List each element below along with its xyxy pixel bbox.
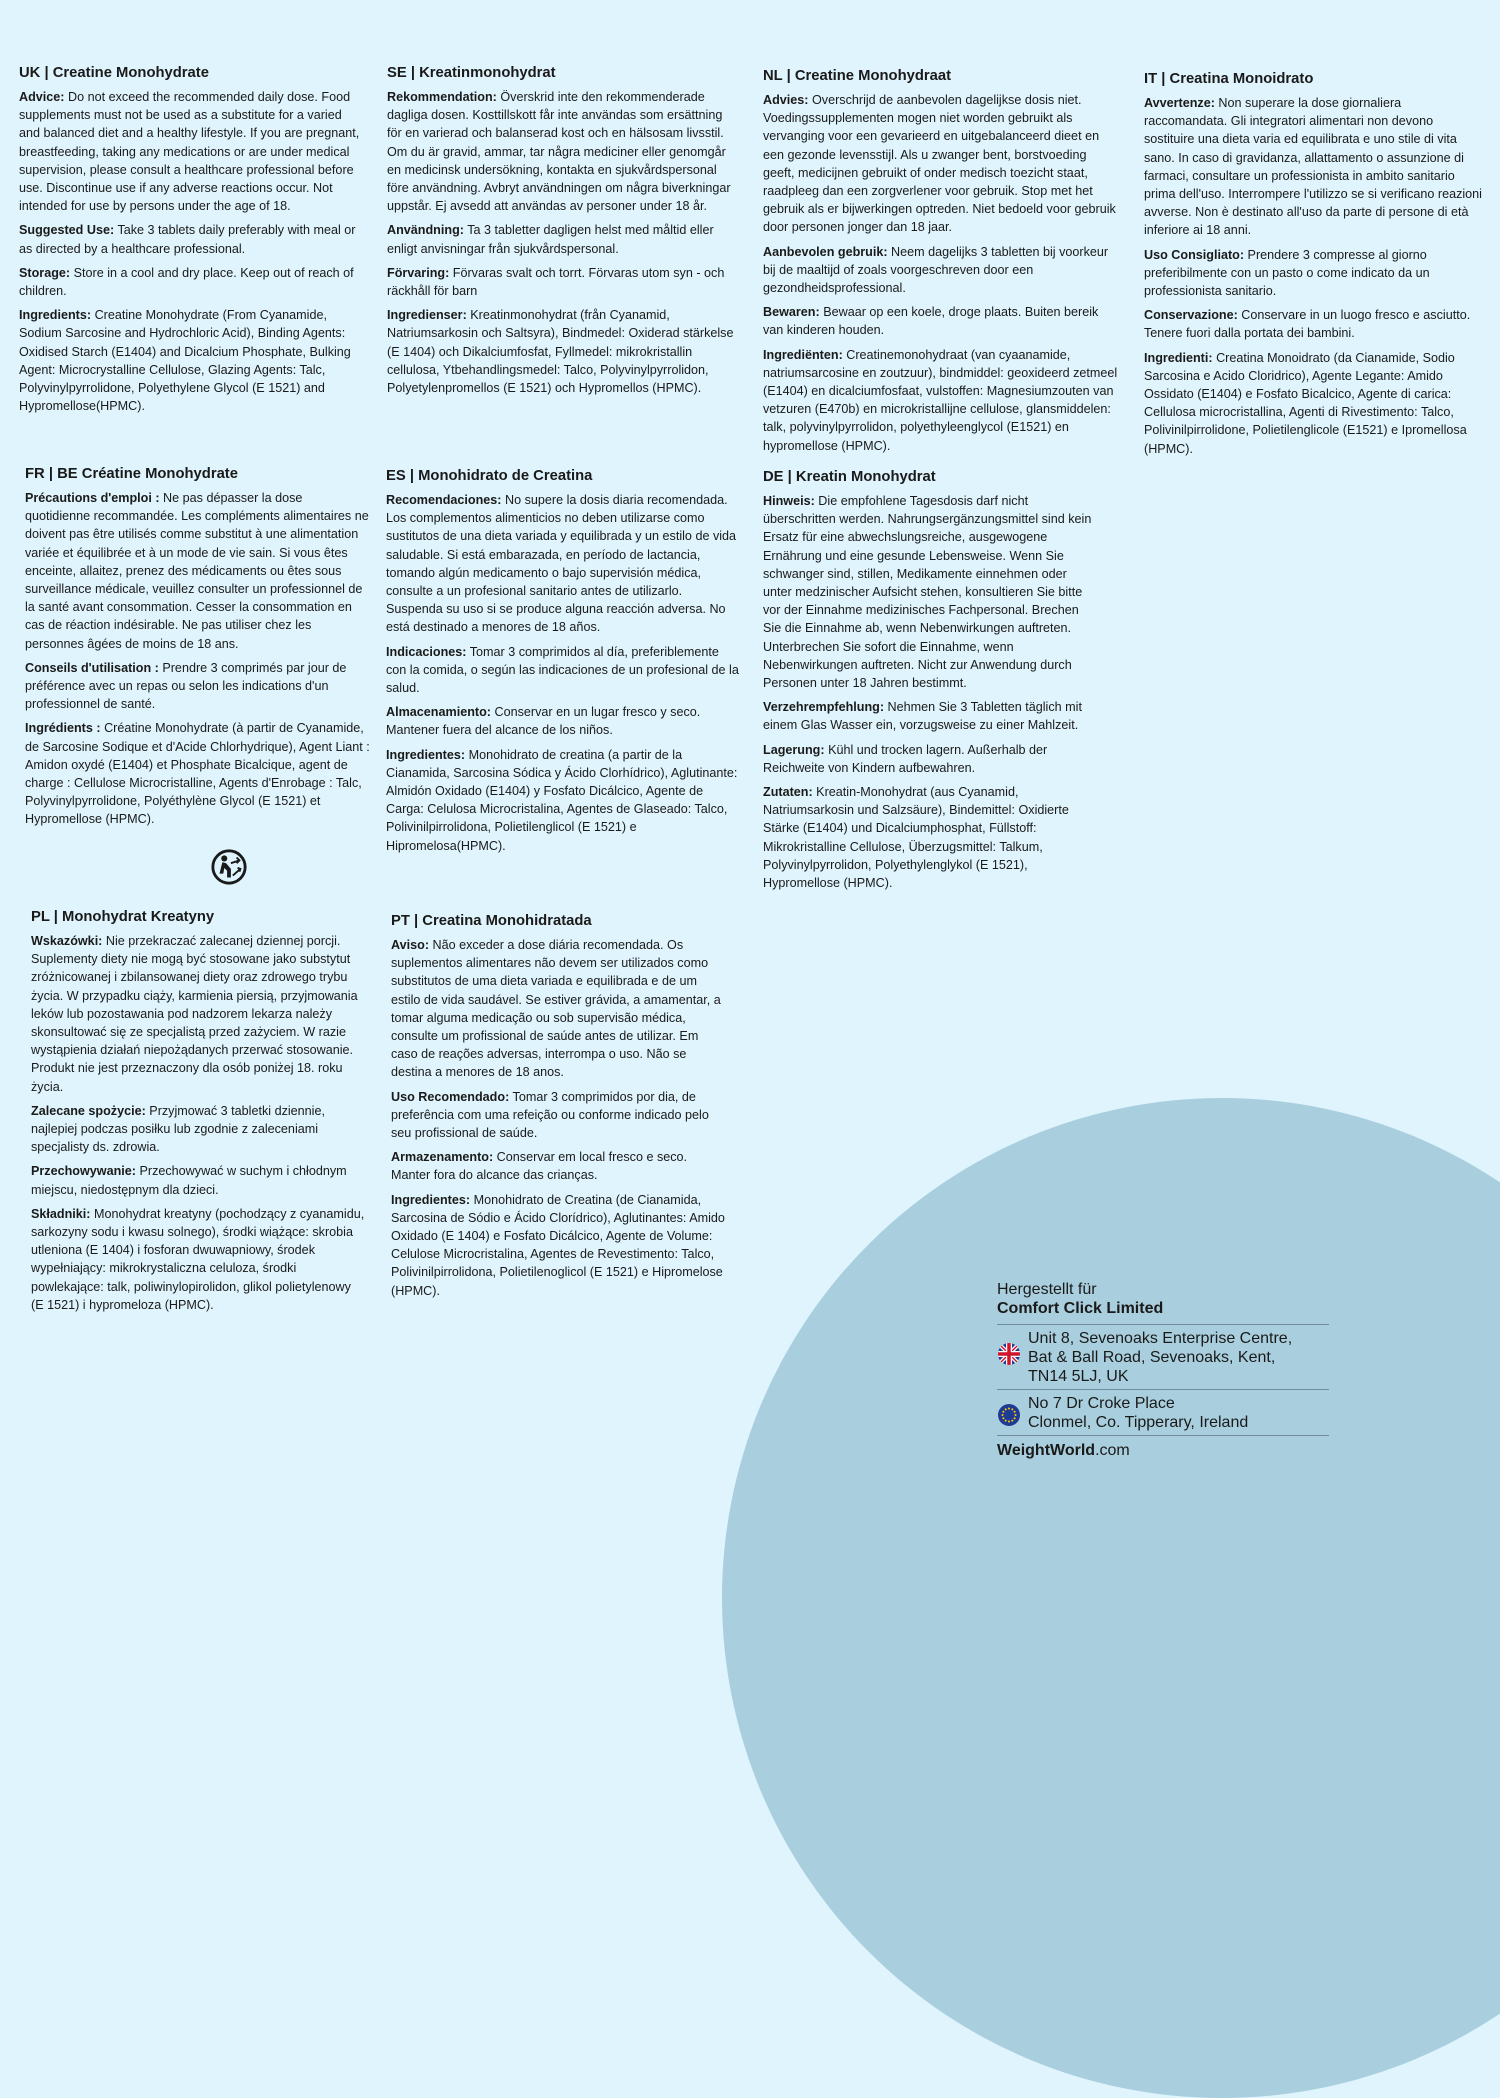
paragraph-text: Creatina Monoidrato (da Cianamide, Sodio Sarcosina e Acido Cloridrico), Agente Legante: Amido Ossidato (E1404) e Fosfato Bicalcico, Agente di carica: Cellulosa microcristallina, Agenti di Rivestimento: Talco, Polivinilpirrolidone, Polietilenglicole (E1521) e Ipromellosa (HPMC).: [1144, 350, 1467, 456]
paragraph-label: Ingrediënten:: [763, 347, 843, 362]
section-title: DE | Kreatin Monohydrat: [763, 469, 936, 485]
section-paragraph: [387, 88, 737, 215]
website-brand: WeightWorld: [997, 1442, 1096, 1459]
paragraph-label: Składniki:: [31, 1206, 91, 1221]
section-paragraph: [391, 1148, 726, 1184]
paragraph-text: Ne pas dépasser la dose quotidienne recommandée. Les compléments alimentaires ne doivent pas être utilisés comme substitut à une alimentation variée et équilibrée et à un mode de vie sain. Si vous êtes enceinte, allaitez, prenez des médicaments ou êtes sous surveillance médicale, veuillez consulter un professionnel de la santé avant consommation. Cesser la consommation en cas de réaction indésirable. Ne pas utiliser chez les personnes âgées de moins de 18 ans.: [25, 491, 369, 651]
paragraph-label: Zalecane spożycie:: [31, 1103, 146, 1118]
paragraph-text: Conservar en un lugar fresco y seco. Mantener fuera del alcance de los niños.: [386, 705, 701, 738]
paragraph-label: Ingredientes:: [391, 1192, 471, 1207]
paragraph-label: Storage:: [19, 265, 71, 280]
uk-flag-icon: [998, 1343, 1020, 1365]
section-paragraph: [386, 643, 741, 698]
paragraph-label: Conseils d'utilisation :: [25, 660, 159, 675]
paragraph-text: Neem dagelijks 3 tabletten bij voorkeur bij de maaltijd of zoals voorgeschreven door een gezondheidsprofessional.: [763, 244, 1109, 296]
paragraph-text: Store in a cool and dry place. Keep out of reach of children.: [19, 265, 354, 299]
section-title: SE | Kreatinmonohydrat: [387, 65, 556, 81]
section-it: [1144, 70, 1484, 464]
section-de: [763, 468, 1098, 898]
section-se: [387, 64, 737, 403]
section-paragraph: [763, 783, 1098, 892]
paragraph-label: Verzehrempfehlung:: [763, 700, 885, 715]
paragraph-label: Uso Recomendado:: [391, 1089, 510, 1104]
paragraph-text: Kreatin-Monohydrat (aus Cyanamid, Natriumsarkosin und Salzsäure), Bindemittel: Oxidierte Stärke (E1404) und Dicalciumphosphat, Füllstoff: Mikrokristalline Cellulose, Überzugsmittel: Talkum, Polyvinylpyrrolidon, Polyethylenglykol (E 1521), Hypromellose (HPMC).: [763, 785, 1069, 891]
paragraph-label: Przechowywanie:: [31, 1164, 136, 1179]
section-paragraph: [387, 221, 737, 257]
paragraph-text: Tomar 3 comprimidos al día, preferiblemente con la comida, o según las indicaciones de un profesional de la salud.: [386, 644, 739, 696]
paragraph-label: Advice:: [19, 90, 65, 104]
triman-recycling-icon: [210, 848, 248, 886]
section-paragraph: [19, 88, 365, 215]
section-paragraph: [387, 306, 737, 397]
section-paragraph: [1144, 349, 1484, 458]
paragraph-text: Die empfohlene Tagesdosis darf nicht überschritten werden. Nahrungsergänzungsmittel sind kein Ersatz für eine abwechslungsreiche, ausgewogene Ernährung und eine gesunde Lebensweise. Wenn Sie schwanger sind, stillen, Medikamente einnehmen oder unter medzinischer Aufsicht stehen, konsultieren Sie bitte vor der Einnahme medizinisches Fachpersonal. Brechen Sie die Einnahme ab, wenn Nebenwirkungen auftreten. Unterbrechen Sie sofort die Einnahme, wenn Nebenwirkungen auftreten. Nicht zur Anwendung durch Personen unter 18 Jahren bestimmt.: [763, 494, 1092, 691]
paragraph-text: Bewaar op een koele, droge plaats. Buiten bereik van kinderen houden.: [763, 305, 1099, 338]
section-pt: [391, 912, 726, 1306]
ie-address-row: [997, 1389, 1329, 1435]
section-paragraph: [31, 1102, 366, 1157]
section-nl: [763, 67, 1121, 461]
paragraph-label: Suggested Use:: [19, 223, 115, 238]
website-tld: .com: [1095, 1442, 1130, 1459]
section-paragraph: [386, 703, 741, 739]
section-title: ES | Monohidrato de Creatina: [386, 468, 593, 484]
paragraph-text: Tomar 3 comprimidos por dia, de preferência com uma refeição ou conforme indicado pelo seu profissional de saúde.: [391, 1089, 709, 1141]
eu-flag-icon: [998, 1404, 1020, 1426]
paragraph-label: Ingredienser:: [387, 308, 467, 323]
paragraph-text: Do not exceed the recommended daily dose. Food supplements must not be used as a substitute for a varied and balanced diet and a healthy lifestyle. If you are pregnant, breastfeeding, taking any medications or are under medical supervision, please consult a healthcare professional before use. Discontinue use if any adverse reactions occur. Not intended for use by persons under the age of 18.: [19, 90, 360, 214]
paragraph-text: Overschrijd de aanbevolen dagelijkse dosis niet. Voedingssupplementen mogen niet worden gebruikt als vervanging voor een gevarieerd en uitgebalanceerd dieet en een gezonde levensstijl. Als u zwanger bent, borstvoeding geeft, medicijnen gebruikt of onder medisch toezicht staat, raadpleeg dan een zorgverlener voor gebruik. Stop met het gebruik als er bijwerkingen optreden. Niet bedoeld voor gebruik door personen jonger dan 18 jaar.: [763, 93, 1116, 235]
paragraph-label: Conservazione:: [1144, 308, 1238, 323]
paragraph-label: Aanbevolen gebruik:: [763, 244, 888, 259]
section-paragraph: [391, 1088, 726, 1143]
paragraph-text: Monohidrato de Creatina (de Cianamida, Sarcosina de Sódio e Ácido Clorídrico), Aglutinantes: Amido Oxidado (E 1404) e Fosfato Dicálcico, Agente de Volume: Celulose Microcristalina, Agentes de Revestimento: Talco, Polivinilpirrolidona, Polietilenoglicol (E 1521) e Hipromelose (HPMC).: [391, 1192, 725, 1298]
paragraph-text: Przechowywać w suchym i chłodnym miejscu, niedostępnym dla dzieci.: [31, 1164, 347, 1197]
section-paragraph: [763, 243, 1121, 298]
section-paragraph: [25, 489, 370, 653]
paragraph-label: Bewaren:: [763, 305, 820, 320]
paragraph-text: Creatine Monohydrate (From Cyanamide, Sodium Sarcosine and Hydrochloric Acid), Binding Agents: Oxidised Starch (E1404) and Dicalcium Phosphate, Bulking Agent: Microcrystalline Cellulose, Glazing Agents: Talc, Polyvinylpyrrolidone, Polyethylene Glycol (E 1521) and Hypromellose(HPMC).: [19, 308, 351, 414]
uk-address: Unit 8, Sevenoaks Enterprise Centre, Bat & Ball Road, Sevenoaks, Kent, TN14 5LJ, UK: [1028, 1330, 1293, 1385]
paragraph-text: Kreatinmonohydrat (från Cyanamid, Natriumsarkosin och Saltsyra), Bindmedel: Oxiderad stärkelse (E 1404) och Dikalciumfosfat, Fyllmedel: mikrokristallin cellulosa, Ytbehandlingsmedel: Talco, Polyvinylpyrrolidon, Polyetylenpromellos (E 1521) och Hypromellos (HPMC).: [387, 308, 734, 396]
paragraph-label: Uso Consigliato:: [1144, 247, 1245, 262]
section-paragraph: [19, 221, 365, 257]
paragraph-label: Recomendaciones:: [386, 493, 502, 507]
section-fr: [25, 465, 370, 835]
section-paragraph: [763, 741, 1098, 777]
paragraph-label: Avvertenze:: [1144, 96, 1215, 110]
section-paragraph: [1144, 246, 1484, 301]
section-paragraph: [31, 1205, 366, 1314]
paragraph-label: Indicaciones:: [386, 644, 467, 659]
section-paragraph: [19, 306, 365, 415]
section-title: IT | Creatina Monoidrato: [1144, 71, 1314, 87]
paragraph-text: Przyjmować 3 tabletki dziennie, najlepiej podczas posiłku lub zgodnie z zaleceniami specjalisty ds. zdrowia.: [31, 1103, 325, 1155]
paragraph-label: Ingredienti:: [1144, 350, 1213, 365]
website-url: [997, 1435, 1329, 1460]
section-title: UK | Creatine Monohydrate: [19, 65, 209, 81]
paragraph-text: Creatinemonohydraat (van cyaanamide, natriumsarcosine en zoutzuur), bindmiddel: geoxideerd zetmeel (E1404) en dicalciumfosfaat, vulstoffen: Magnesiumzouten van vetzuren (E470b) en microkristallijne cellulose, glansmiddelen: talk, polyvinylpyrrolidon, polyethyleenglycol (E1521) en hypromellose (HPMC).: [763, 347, 1118, 453]
paragraph-text: Monohidrato de creatina (a partir de la Cianamida, Sarcosina Sódica y Ácido Clorhídrico), Aglutinante: Almidón Oxidado (E1404) y Fosfato Dicálcico, Agente de Carga: Celulosa Microcristalina, Agentes de Glaseado: Talco, Polivinilpirrolidona, Polietilenglicol (E 1521) e Hipromelosa(HPMC).: [386, 747, 738, 853]
paragraph-label: Almacenamiento:: [386, 705, 491, 720]
paragraph-label: Rekommendation:: [387, 90, 497, 104]
paragraph-text: Não exceder a dose diária recomendada. Os suplementos alimentares não devem ser utilizados como substitutos de uma dieta variada e equilibrada e de um estilo de vida saudável. Se estiver grávida, a amamentar, a tomar alguma medicação ou sob supervisão médica, consulte um profissional de saúde antes de utilizar. Em caso de reações adversas, interrompa o uso. Não se destina a menores de 18 anos.: [391, 938, 721, 1080]
paragraph-text: Nie przekraczać zalecanej dziennej porcji. Suplementy diety nie mogą być stosowane jako substytut zróżnicowanej i zbilansowanej diety oraz zdrowego trybu życia. W przypadku ciąży, karmienia piersią, przyjmowania leków lub pozostawania pod nadzorem lekarza należy skonsultować się ze specjalistą przed zażyciem. W razie wystąpienia działań niepożądanych przerwać stosowanie. Produkt nie jest przeznaczony dla osób poniżej 18. roku życia.: [31, 934, 358, 1094]
paragraph-label: Ingredients:: [19, 308, 92, 323]
paragraph-text: Take 3 tablets daily preferably with meal or as directed by a healthcare professional.: [19, 223, 356, 256]
section-paragraph: [387, 264, 737, 300]
paragraph-text: Prendre 3 comprimés par jour de préférence avec un repas ou selon les indications d'un professionnel de santé.: [25, 660, 347, 712]
paragraph-label: Zutaten:: [763, 785, 813, 800]
section-paragraph: [763, 91, 1121, 237]
section-paragraph: [763, 698, 1098, 734]
section-title: FR | BE Créatine Monohydrate: [25, 466, 238, 482]
manufacturer-imprint: [997, 1280, 1329, 1460]
section-paragraph: [391, 1191, 726, 1300]
paragraph-label: Lagerung:: [763, 742, 825, 757]
section-title: NL | Creatine Monohydraat: [763, 68, 952, 84]
section-paragraph: [763, 346, 1121, 455]
section-es: [386, 467, 741, 861]
section-paragraph: [391, 936, 726, 1082]
section-paragraph: [386, 491, 741, 637]
section-paragraph: [31, 932, 366, 1096]
paragraph-label: Armazenamento:: [391, 1150, 494, 1165]
company-name: Comfort Click Limited: [997, 1300, 1164, 1317]
section-pl: [31, 908, 366, 1320]
section-paragraph: [1144, 306, 1484, 342]
section-title: PL | Monohydrat Kreatyny: [31, 909, 215, 925]
paragraph-text: Créatine Monohydrate (à partir de Cyanamide, de Sarcosine Sodique et d'Acide Chlorhydrique), Agent Liant : Amidon oxydé (E1404) et Phosphate Bicalcique, agent de charge : Cellulose Microcristalline, Agents d'Enrobage : Talc, Polyvinylpyrrolidone, Polyéthylène Glycol (E 1521) et Hypromellose (HPMC).: [25, 721, 370, 827]
paragraph-text: Conservare in un luogo fresco e asciutto. Tenere fuori dalla portata dei bambini.: [1144, 308, 1471, 341]
paragraph-label: Ingrédients :: [25, 721, 101, 736]
paragraph-text: Non superare la dose giornaliera raccomandata. Gli integratori alimentari non devono sostituire una dieta varia ed equilibrata e uno stile di vita sano. In caso di gravidanza, allattamento o assunzione di farmaci, consultare un professionista in ambito sanitario prima dell'uso. Interrompere l'utilizzo se si verificano reazioni avverse. Non è destinato all'uso da parte di persone di età inferiore ai 18 anni.: [1144, 96, 1482, 238]
section-paragraph: [1144, 94, 1484, 240]
paragraph-text: Överskrid inte den rekommenderade dagliga dosen. Kosttillskott får inte användas som ersättning för en varierad och balanserad kost och en hälsosam livsstil. Om du är gravid, ammar, tar några mediciner eller genomgår en medicinsk undersökning, kontakta en sjukvårdspersonal före användning. Avbryt användningen om några biverkningar uppstår. Ej avsedd att användas av personer under 18 år.: [387, 90, 731, 214]
ie-address: No 7 Dr Croke Place Clonmel, Co. Tipperary, Ireland: [1028, 1395, 1249, 1431]
paragraph-label: Ingredientes:: [386, 747, 466, 762]
paragraph-text: Conservar em local fresco e seco. Manter fora do alcance das crianças.: [391, 1150, 688, 1183]
paragraph-text: Förvaras svalt och torrt. Förvaras utom syn - och räckhåll för barn: [387, 265, 725, 299]
section-paragraph: [25, 659, 370, 714]
paragraph-label: Användning:: [387, 223, 464, 238]
section-uk: [19, 64, 365, 421]
paragraph-text: Prendere 3 compresse al giorno preferibilmente con un pasto o come indicato da un professionista sanitario.: [1144, 247, 1430, 299]
paragraph-text: Ta 3 tabletter dagligen helst med måltid eller enligt anvisningar från sjukvårdspersonal.: [387, 223, 714, 256]
paragraph-label: Förvaring:: [387, 265, 450, 280]
paragraph-text: No supere la dosis diaria recomendada. Los complementos alimenticios no deben utilizarse como sustitutos de una dieta variada y equilibrada y un estilo de vida saludable. Si está embarazada, en período de lactancia, tomando algún medicamento o bajo supervisión médica, consulte a un profesional sanitario antes de utilizarlo. Suspenda su uso si se produce alguna reacción adversa. No está destinado a menores de 18 años.: [386, 493, 737, 635]
paragraph-label: Aviso:: [391, 938, 430, 952]
paragraph-label: Hinweis:: [763, 494, 815, 508]
section-paragraph: [19, 264, 365, 300]
paragraph-text: Nehmen Sie 3 Tabletten täglich mit einem Glas Wasser ein, vorzugsweise zu einer Mahlzeit.: [763, 700, 1082, 733]
paragraph-text: Monohydrat kreatyny (pochodzący z cyanamidu, sarkozyny sodu i kwasu solnego), środki wiążące: skrobia utleniona (E 1404) i fosforan dwuwapniowy, środek wypełniający: mikrokrystaliczna celuloza, środki powlekające: talk, poliwinylopirolidon, glikol polietylenowy (E 1521) i hypromeloza (HPMC).: [31, 1206, 365, 1312]
paragraph-label: Précautions d'emploi :: [25, 491, 160, 505]
section-paragraph: [763, 492, 1098, 692]
paragraph-text: Kühl und trocken lagern. Außerhalb der Reichweite von Kindern aufbewahren.: [763, 742, 1048, 775]
paragraph-label: Advies:: [763, 93, 809, 107]
made-for-label: Hergestellt für: [997, 1281, 1097, 1298]
section-title: PT | Creatina Monohidratada: [391, 913, 592, 929]
section-paragraph: [763, 303, 1121, 339]
paragraph-label: Wskazówki:: [31, 934, 103, 948]
section-paragraph: [31, 1162, 366, 1198]
decorative-circle: [722, 1098, 1500, 2098]
section-paragraph: [386, 746, 741, 855]
section-paragraph: [25, 719, 370, 828]
uk-address-row: [997, 1324, 1329, 1389]
